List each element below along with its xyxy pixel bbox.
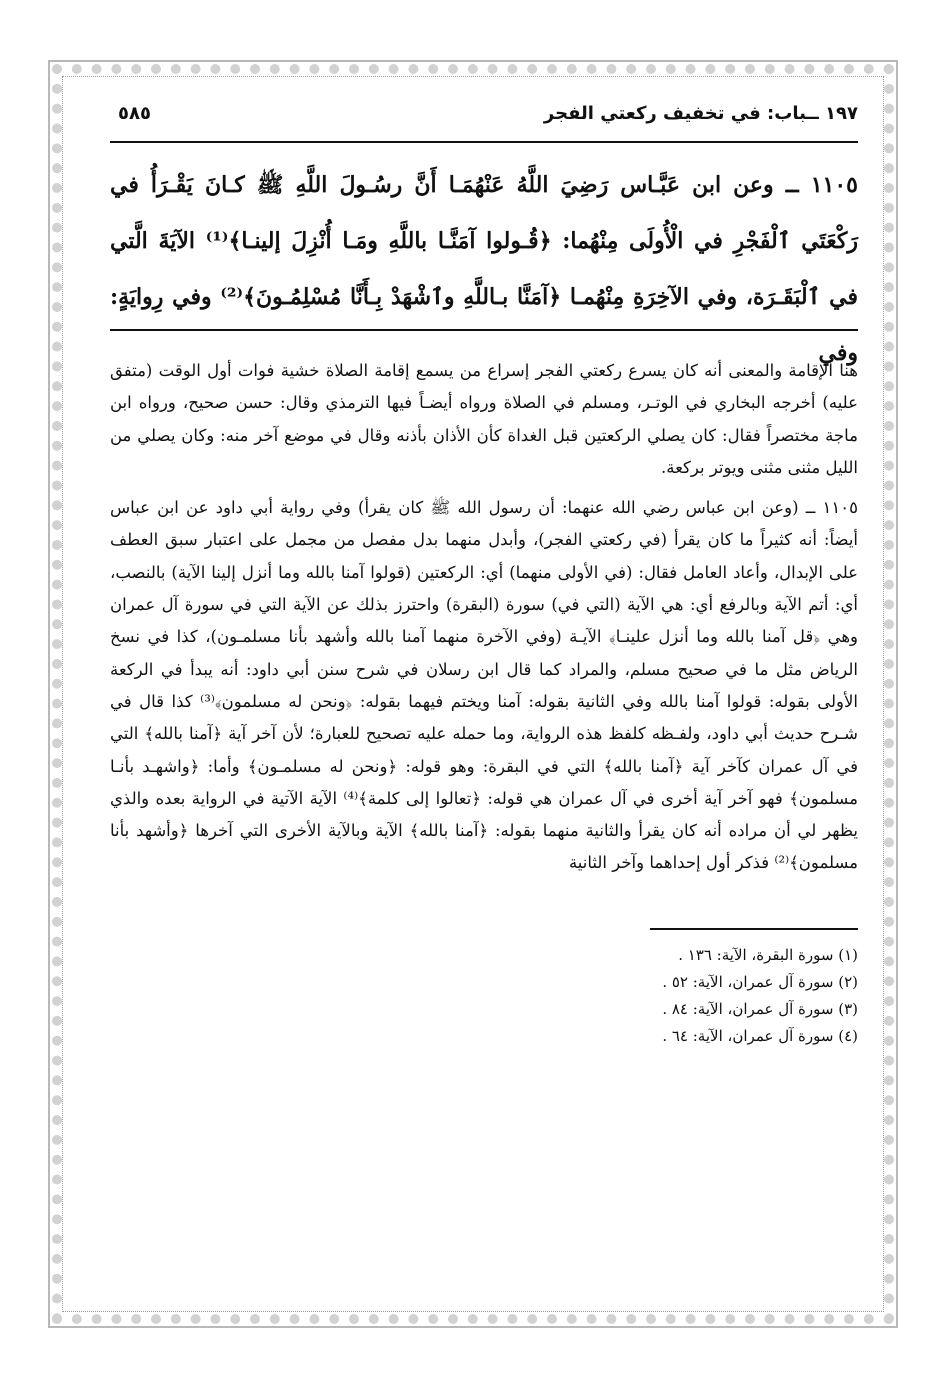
- hadith-text: ١١٠٥ ــ وعن ابن عَبَّـاس رَضِيَ اللَّهُ عَنْهُمَـا أَنَّ رسُـولَ اللَّهِ ﷺ كـانَ يَقْـرَأُ في رَكْعَتَي ٱلْفَجْرِ في الْأُولَى مِنْهُما: ﴿قُـولوا آمَنَّـا باللَّهِ ومَـا أُنْزِلَ إلينـا﴾⁽¹⁾ الآيَةَ الَّتي في ٱلْبَقَـرَة، وفي الآخِرَةِ مِنْهُمـا ﴿آمَنَّا بـاللَّهِ وٱشْهَدْ بِـأَنَّا مُسْلِمُـونَ﴾⁽²⁾ وفي رِوايَةٍ: وفي: [110, 172, 858, 366]
- footnotes: [110, 942, 858, 1050]
- footnote: (١) سورة البقرة، الآية: ١٣٦ .: [678, 945, 858, 964]
- page-number: ٥٨٥: [118, 103, 151, 124]
- hadith-divider: [110, 329, 858, 331]
- running-head: ١٩٧ ــباب: في تخفيف ركعتي الفجر: [543, 103, 858, 124]
- page-header: [110, 95, 858, 143]
- footnote-divider: [650, 928, 858, 930]
- footnote: (٢) سورة آل عمران، الآية: ٥٢ .: [662, 972, 858, 991]
- commentary-paragraph: هنا الإقامة والمعنى أنه كان يسرع ركعتي الفجر إسراع من يسمع إقامة الصلاة خشية فوات أول الوقت (متفق عليه) أخرجه البخاري في الوتـر، ومسلم في الصلاة ورواه أيضـاً فيها الترمذي وقال: حسن صحيح، ورواه ابن ماجة مختصراً فقال: كان يصلي الركعتين قبل الغداة كأن الأذان بأذنه وقال في موضع آخر منه: وكان يصلي من الليل مثنى مثنى ويوتر بركعة.: [110, 361, 858, 477]
- footnote: (٤) سورة آل عمران، الآية: ٦٤ .: [662, 1026, 858, 1045]
- commentary-paragraph: ١١٠٥ ــ (وعن ابن عباس رضي الله عنهما: أن رسول الله ﷺ كان يقرأ) وفي رواية أبي داود عن ابن عباس أيضاً: أنه كثيراً ما كان يقرأ (في ركعتي الفجر)، وأبدل منهما بدل مفصل من مجمل على اعتبار سبق العطف على الإبدال، وأعاد العامل فقال: (في الأولى منهما) أي: الركعتين (قولوا آمنا بالله وما أنزل إلينا الآية) بالنصب، أي: أتم الآية وبالرفع أي: هي الآية (التي في) سورة (البقرة) واحترز بذلك عن الآية التي في سورة آل عمران وهي ﴿قل آمنا بالله وما أنزل علينـا﴾ الآيـة (وفي الآخرة منهما آمنا بالله وأشهد بأنا مسلمـون)، كذا في نسخ الرياض مثل ما في صحيح مسلم، والمراد كما قال ابن رسلان في شرح سنن أبي داود: أنه يبدأ في الركعة الأولى بقوله: قولوا آمنا بالله وفي الثانية بقوله: آمنا ويختم فيهما بقوله: ﴿ونحن له مسلمون﴾⁽³⁾ كذا قال في شـرح حديث أبي داود، ولفـظه كلفظ هذه الرواية، وما حمله عليه تصحيح للعبارة؛ لأن آخر آية ﴿آمنا بالله﴾ التي في آل عمران كآخر آية ﴿آمنا بالله﴾ التي في البقرة: وهو قوله: ﴿ونحن له مسلمـون﴾ وأما: ﴿واشهـد بأنـا مسلمون﴾ فهو آخر آية أخرى في آل عمران هي قوله: ﴿تعالوا إلى كلمة﴾⁽⁴⁾ الآية الآتية في الرواية بعده والذي يظهر لي أن مراده أنه كان يقرأ والثانية منهما بقوله: ﴿آمنا بالله﴾ الآية وبالآية الأخرى التي آخرها ﴿وأشهد بأنا مسلمون﴾⁽²⁾ فذكر أول إحداهما وآخر الثانية: [110, 498, 858, 873]
- commentary: [110, 355, 858, 880]
- page-content: [110, 95, 858, 1050]
- footnote: (٣) سورة آل عمران، الآية: ٨٤ .: [662, 999, 858, 1018]
